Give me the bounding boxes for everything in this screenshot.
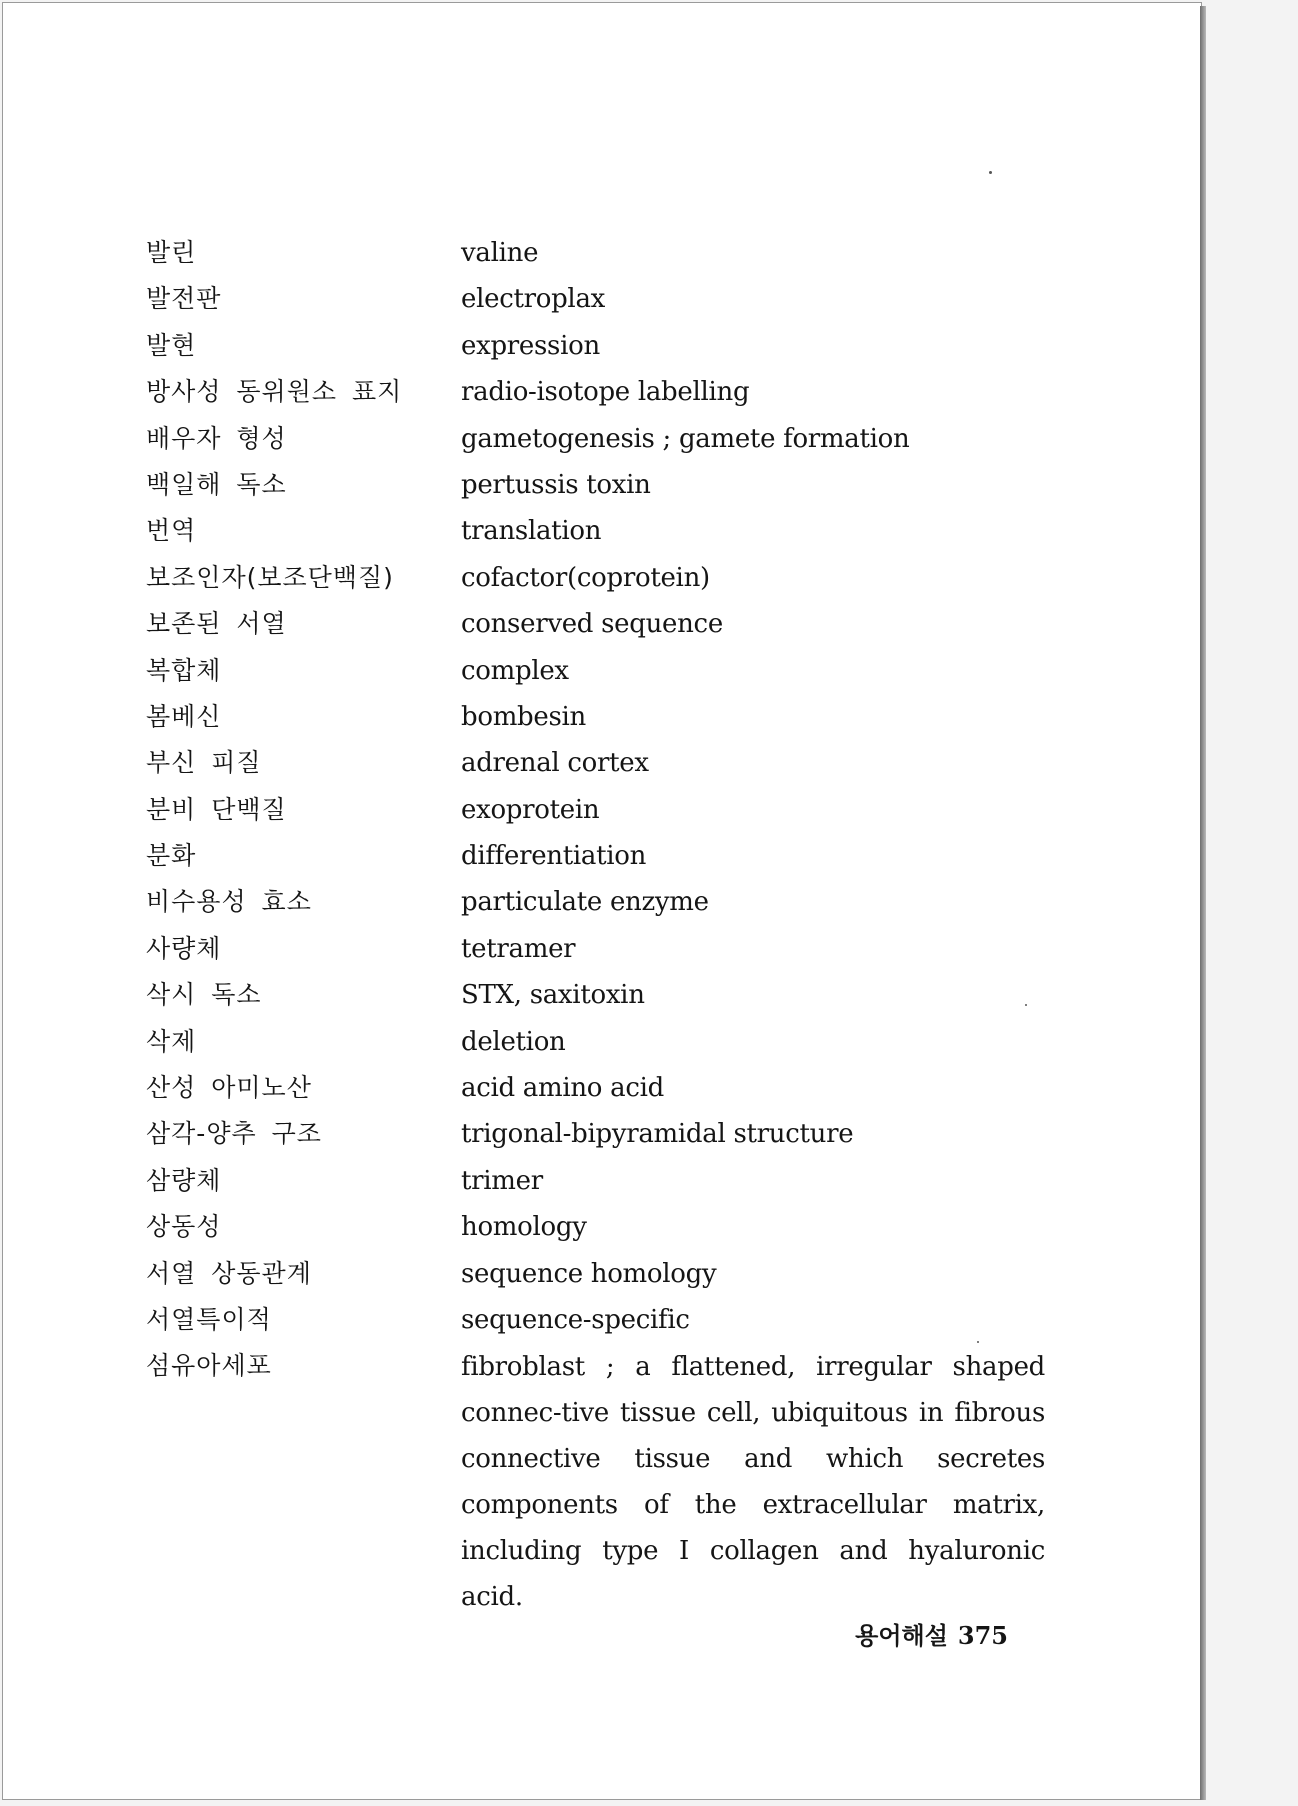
korean-term: 삭제 <box>146 1026 197 1056</box>
korean-term: 발린 <box>146 238 197 267</box>
english-term: adrenal cortex <box>461 748 649 779</box>
glossary-entry <box>146 1252 1046 1298</box>
english-term: STX, saxitoxin <box>461 980 645 1011</box>
glossary-entry <box>146 556 1046 602</box>
glossary-entry <box>146 927 1046 973</box>
english-term: conserved sequence <box>461 609 723 640</box>
english-term: complex <box>461 655 569 686</box>
glossary-entry <box>146 277 1046 323</box>
english-term: particulate enzyme <box>461 887 709 918</box>
korean-term: 사량체 <box>146 933 222 963</box>
glossary-list <box>146 231 1046 1620</box>
korean-term: 보존된 서열 <box>146 609 287 639</box>
korean-term: 비수용성 효소 <box>146 887 312 917</box>
english-term: tetramer <box>461 933 576 964</box>
footer-section-title: 용어해설 <box>855 1622 948 1650</box>
page-footer <box>855 1616 1008 1651</box>
korean-term: 분화 <box>146 841 197 871</box>
glossary-entry <box>146 1020 1046 1066</box>
glossary-entry <box>146 834 1046 880</box>
english-term: translation <box>461 516 602 547</box>
glossary-entry <box>146 1205 1046 1251</box>
korean-term: 발전판 <box>146 284 222 314</box>
glossary-entry <box>146 1112 1046 1158</box>
english-term: gametogenesis ; gamete formation <box>461 423 910 454</box>
korean-term: 백일해 독소 <box>146 469 287 499</box>
korean-term: 부신 피질 <box>146 748 262 778</box>
glossary-entry <box>146 788 1046 834</box>
korean-term: 봄베신 <box>146 701 222 731</box>
glossary-entry <box>146 370 1046 416</box>
glossary-entry <box>146 463 1046 509</box>
glossary-entry <box>146 324 1046 370</box>
korean-term: 상동성 <box>146 1212 222 1242</box>
korean-term: 서열 상동관계 <box>146 1258 312 1288</box>
english-term: sequence homology <box>461 1258 717 1289</box>
english-term: trigonal-bipyramidal structure <box>461 1119 854 1150</box>
english-term: fibroblast ; a flattened, irregular shaped connec-tive tissue cell, ubiquitous in fibrous connective tissue and which secretes components of the extracellular matrix, including type I collagen and hyaluronic acid. <box>461 1352 1045 1613</box>
glossary-entry <box>146 602 1046 648</box>
english-term: acid amino acid <box>461 1073 664 1104</box>
glossary-entry <box>146 741 1046 787</box>
korean-term: 서열특이적 <box>146 1304 272 1334</box>
korean-term: 분비 단백질 <box>146 794 287 824</box>
glossary-entry <box>146 1298 1046 1344</box>
korean-term: 보조인자(보조단백질) <box>146 562 394 592</box>
english-term: valine <box>461 238 539 268</box>
korean-term: 방사성 동위원소 표지 <box>146 377 403 407</box>
korean-term: 발현 <box>146 330 197 360</box>
korean-term: 번역 <box>146 516 197 546</box>
glossary-entry <box>146 695 1046 741</box>
english-term: differentiation <box>461 841 647 872</box>
english-term: pertussis toxin <box>461 469 651 500</box>
glossary-entry <box>146 417 1046 463</box>
scan-speck <box>989 171 992 174</box>
korean-term: 복합체 <box>146 655 222 685</box>
english-term: expression <box>461 330 600 361</box>
glossary-entry <box>146 1066 1046 1112</box>
korean-term: 배우자 형성 <box>146 423 287 453</box>
english-term: deletion <box>461 1026 566 1057</box>
korean-term: 산성 아미노산 <box>146 1073 312 1103</box>
english-term: radio-isotope labelling <box>461 377 750 408</box>
english-term: electroplax <box>461 284 606 315</box>
korean-term: 삼각-양추 구조 <box>146 1119 322 1149</box>
glossary-entry <box>146 509 1046 555</box>
english-term: bombesin <box>461 701 586 732</box>
glossary-entry <box>146 1344 1046 1620</box>
glossary-entry <box>146 880 1046 926</box>
glossary-entry <box>146 973 1046 1019</box>
glossary-entry <box>146 649 1046 695</box>
english-term: homology <box>461 1212 587 1243</box>
english-term: cofactor(coprotein) <box>461 562 710 593</box>
english-term: trimer <box>461 1165 543 1196</box>
korean-term: 삼량체 <box>146 1165 222 1195</box>
english-term: exoprotein <box>461 794 600 825</box>
korean-term: 삭시 독소 <box>146 980 262 1010</box>
glossary-entry <box>146 231 1046 277</box>
korean-term: 섬유아세포 <box>146 1351 272 1381</box>
english-term: sequence-specific <box>461 1304 690 1335</box>
page-edge-shadow <box>1200 6 1206 1800</box>
page-number: 375 <box>957 1621 1008 1650</box>
glossary-entry <box>146 1159 1046 1205</box>
